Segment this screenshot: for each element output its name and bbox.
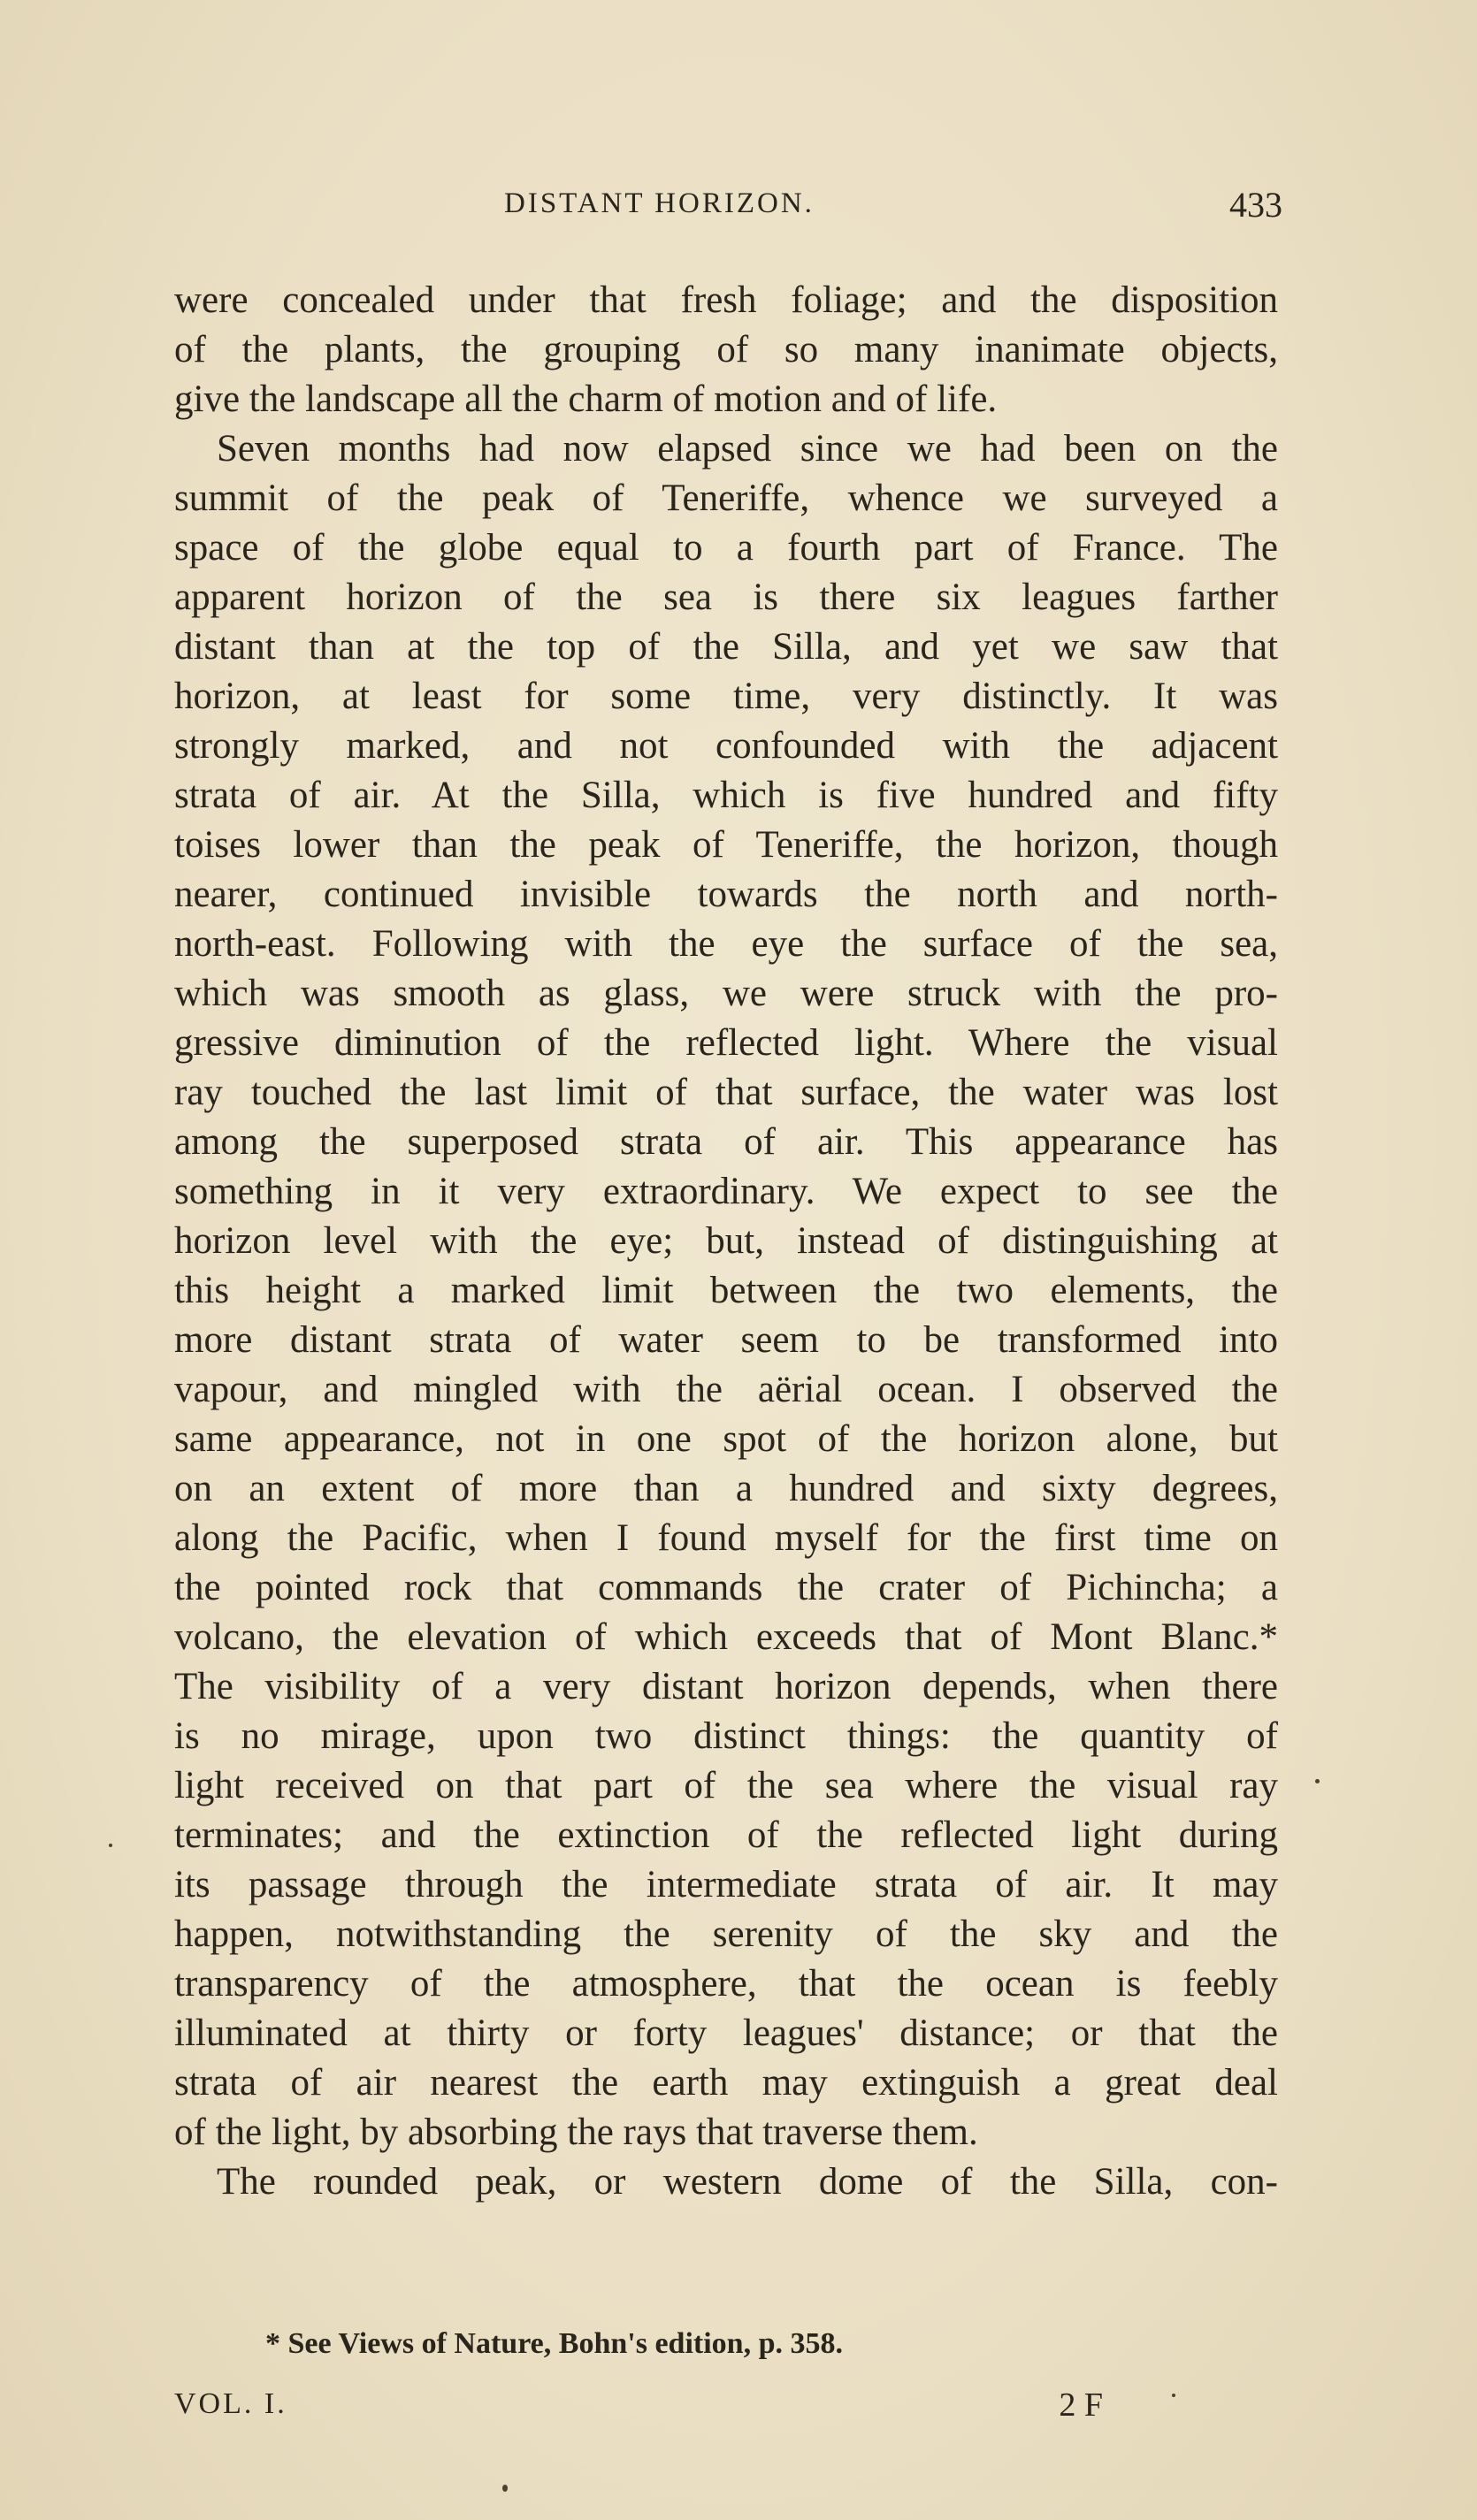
text-line: its passage through the intermediate strata of air. It may [174,1864,1278,1905]
text-line: among the superposed strata of air. This appearance has [174,1121,1278,1163]
text-line: transparency of the atmosphere, that the ocean is feebly [174,1963,1278,2005]
text-line: of the plants, the grouping of so many inanimate objects, [174,329,1278,370]
volume-mark: VOL. I. [174,2387,287,2420]
text-line: apparent horizon of the sea is there six leagues farther [174,577,1278,618]
text-line: same appearance, not in one spot of the horizon alone, but [174,1418,1278,1460]
text-line: on an extent of more than a hundred and sixty degrees, [174,1468,1278,1509]
text-line: north-east. Following with the eye the surface of the sea, [174,923,1278,965]
ink-speck [1172,2394,1175,2397]
text-line: illuminated at thirty or forty leagues' distance; or that the [174,2012,1278,2054]
signature-line [174,2387,1103,2432]
text-line: is no mirage, upon two distinct things: the quantity of [174,1715,1278,1757]
text-line: horizon, at least for some time, very distinctly. It was [174,676,1278,717]
text-line: toises lower than the peak of Teneriffe, the horizon, though [174,824,1278,866]
text-line: nearer, continued invisible towards the north and north- [174,874,1278,915]
text-line: give the landscape all the charm of motion and of life. [174,378,998,420]
text-line: volcano, the elevation of which exceeds that of Mont Blanc.* [174,1616,1278,1658]
text-line: of the light, by absorbing the rays that traverse them. [174,2111,978,2153]
text-line: space of the globe equal to a fourth part of France. The [174,527,1278,569]
ink-speck [109,1844,112,1847]
text-line: The rounded peak, or western dome of the Silla, con- [217,2161,1278,2203]
text-line: happen, notwithstanding the serenity of the sky and the [174,1913,1278,1955]
ink-speck [1315,1779,1320,1783]
text-line: more distant strata of water seem to be transformed into [174,1319,1278,1361]
text-line: gressive diminution of the reflected light. Where the visual [174,1022,1278,1064]
ink-speck [502,2485,508,2492]
footnote: * See Views of Nature, Bohn's edition, p. 358. [265,2327,843,2360]
text-line: which was smooth as glass, we were struck with the pro- [174,973,1278,1014]
text-line: strongly marked, and not confounded with the adjacent [174,725,1278,767]
text-line: horizon level with the eye; but, instead of distinguishing at [174,1220,1278,1262]
text-line: the pointed rock that commands the crater of Pichincha; a [174,1567,1278,1608]
page-number: 433 [1229,185,1282,225]
text-line: along the Pacific, when I found myself for the first time on [174,1517,1278,1559]
text-line: something in it very extraordinary. We expect to see the [174,1171,1278,1212]
signature-mark: 2 F [1059,2386,1103,2424]
text-line: Seven months had now elapsed since we had been on the [217,428,1278,470]
text-line: ray touched the last limit of that surface, the water was lost [174,1072,1278,1113]
text-line: summit of the peak of Teneriffe, whence we surveyed a [174,477,1278,519]
body-text [174,276,1278,2207]
text-line: strata of air. At the Silla, which is five hundred and fifty [174,775,1278,816]
text-line: distant than at the top of the Silla, and yet we saw that [174,626,1278,668]
running-title: DISTANT HORIZON. [504,187,815,219]
running-head [221,187,1282,241]
text-line: light received on that part of the sea where the visual ray [174,1765,1278,1806]
text-line: terminates; and the extinction of the reflected light during [174,1814,1278,1856]
text-line: The visibility of a very distant horizon depends, when there [174,1666,1278,1707]
text-line: vapour, and mingled with the aërial ocean. I observed the [174,1369,1278,1410]
text-line: this height a marked limit between the two elements, the [174,1270,1278,1311]
text-line: were concealed under that fresh foliage; and the disposition [174,279,1278,321]
text-line: strata of air nearest the earth may extinguish a great deal [174,2062,1278,2104]
